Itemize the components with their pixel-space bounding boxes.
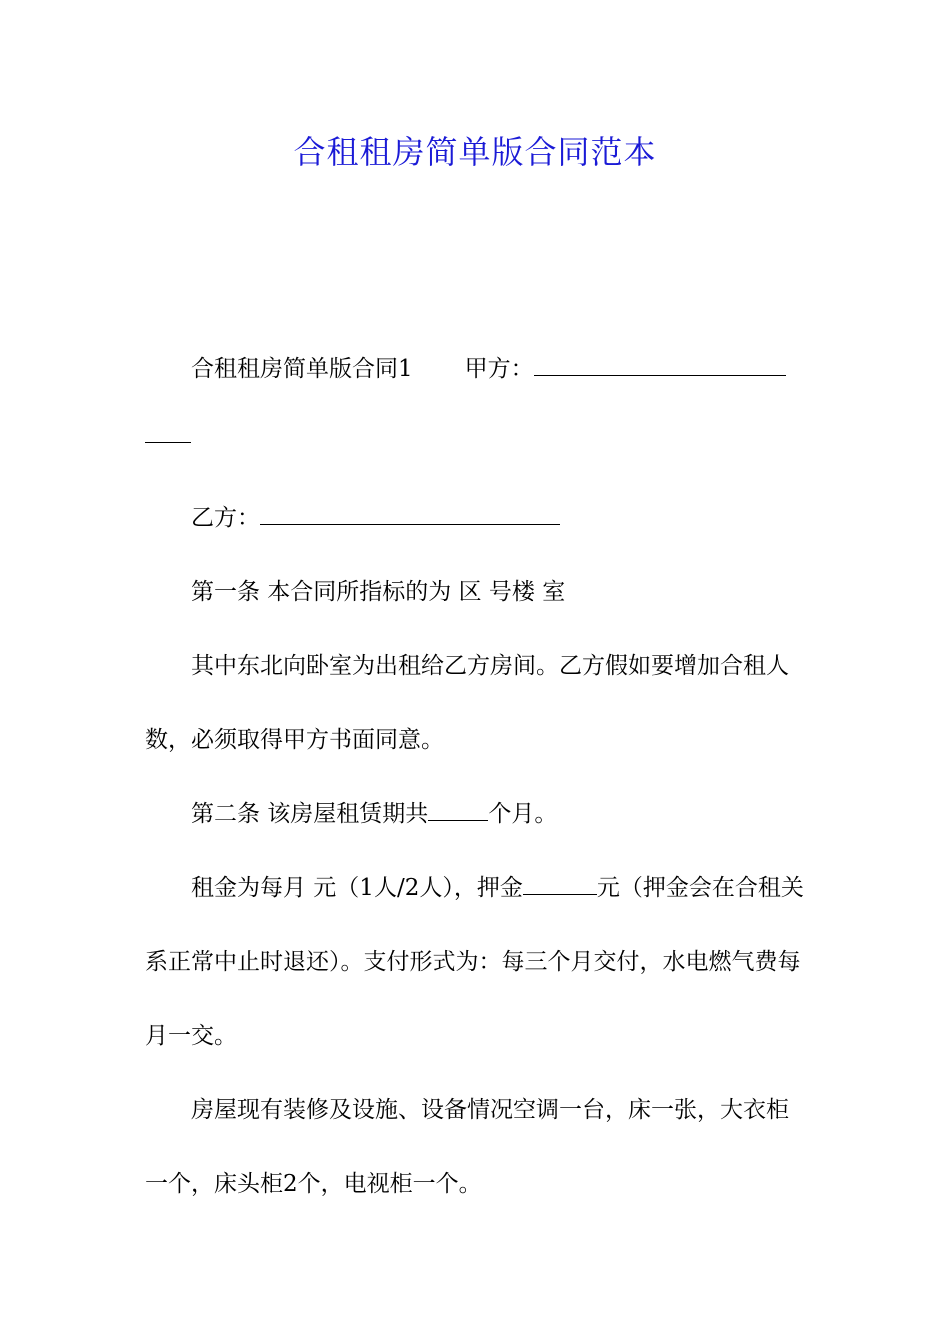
rent-paragraph — [145, 851, 805, 1073]
facilities-paragraph: 房屋现有装修及设施、设备情况空调一台，床一张，大衣柜一个，床头柜2个，电视柜一个。 — [145, 1097, 789, 1197]
article-2-text: 第二条 该房屋租赁期共 — [191, 801, 429, 827]
party-b-label: 乙方： — [191, 505, 260, 531]
document-body — [145, 332, 805, 1221]
article-2 — [145, 777, 805, 851]
article-1: 第一条 本合同所指标的为 区 号楼 室 — [191, 579, 566, 605]
article-1-detail: 其中东北向卧室为出租给乙方房间。乙方假如要增加合租人数，必须取得甲方书面同意。 — [145, 653, 789, 753]
party-a-label: 甲方： — [464, 356, 534, 382]
document-title: 合租租房简单版合同范本 — [293, 133, 657, 171]
lease-term-blank — [428, 798, 488, 821]
contract-number-label: 合租租房简单版合同1 — [191, 356, 413, 382]
party-b-line — [145, 481, 805, 555]
party-a-blank — [534, 353, 786, 376]
article-2-unit: 个月。 — [488, 801, 558, 827]
deposit-blank — [523, 872, 597, 895]
party-b-blank — [260, 502, 560, 525]
party-a-blank-continued — [145, 406, 191, 443]
rent-text-continued: 元（押金会在合租关系正常中止时退还）。支付形式为：每三个月交付，水电燃气费每月一交。 — [145, 875, 804, 1049]
party-a-line — [145, 332, 805, 406]
rent-text: 租金为每月 元（1人/2人），押金 — [191, 875, 523, 901]
